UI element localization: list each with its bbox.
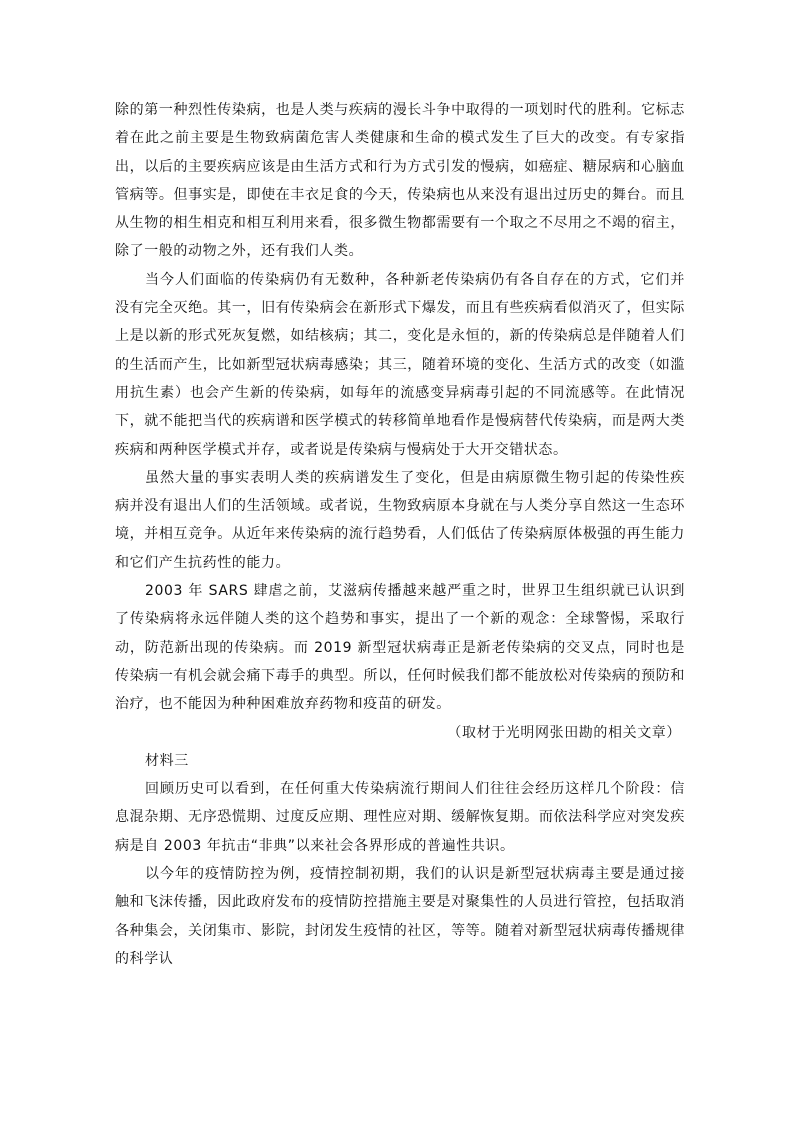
paragraph-history-stages: 回顾历史可以看到，在任何重大传染病流行期间人们往往会经历这样几个阶段：信息混杂期、无序恐慌期、过度反应期、理性应对期、缓解恢复期。而依法科学应对突发疾病是自 2003 年抗击“非典”以来社会各界形成的普遍性共识。 [115,781,685,854]
paragraph-continuation: 除的第一种烈性传染病，也是人类与疾病的漫长斗争中取得的一项划时代的胜利。它标志着在此之前主要是生物致病菌危害人类健康和生命的模式发生了巨大的改变。有专家指出，以后的主要疾病应该是由生活方式和行为方式引发的慢病，如癌症、糖尿病和心脑血管病等。但事实是，即使在丰衣足食的今天，传染病也从来没有退出过历史的舞台。而且从生物的相生相克和相互利用来看，很多微生物都需要有一个取之不尽用之不竭的宿主，除了一般的动物之外，还有我们人类。 [115,102,685,260]
paragraph-sars-2003: 2003 年 SARS 肆虐之前，艾滋病传播越来越严重之时，世界卫生组织就已认识到了传染病将永远伴随人类的这个趋势和事实，提出了一个新的观念：全球警惕，采取行动，防范新出现的传染病。而 2019 新型冠状病毒正是新老传染病的交叉点，同时也是传染病一有机会就会痛下毒手的典型。所以，任何时候我们都不能放松对传染病的预防和治疗，也不能因为种种困难放弃药物和疫苗的研发。 [115,583,685,713]
section-heading: 材料三 [145,752,189,769]
paragraph-disease-spectrum: 虽然大量的事实表明人类的疾病谱发生了变化，但是由病原微生物引起的传染性疾病并没有退出人们的生活领域。或者说，生物致病原本身就在与人类分享自然这一生态环境，并相互竞争。从近年来传染病的流行趋势看，人们低估了传染病原体极强的再生能力和它们产生抗药性的能力。 [115,469,685,571]
document-page [115,96,685,973]
paragraph-epidemic-control: 以今年的疫情防控为例，疫情控制初期，我们的认识是新型冠状病毒主要是通过接触和飞沫传播，因此政府发布的疫情防控措施主要是对聚集性的人员进行管控，包括取消各种集会，关闭集市、影院，封闭发生疫情的社区，等等。随着对新型冠状病毒传播规律的科学认 [115,866,685,967]
paragraph-infectious-diseases: 当今人们面临的传染病仍有无数种，各种新老传染病仍有各自存在的方式，它们并没有完全灭绝。其一，旧有传染病会在新形式下爆发，而且有些疾病看似消灭了，但实际上是以新的形式死灰复燃，如结核病；其二，变化是永恒的，新的传染病总是伴随着人们的生活而产生，比如新型冠状病毒感染；其三，随着环境的变化、生活方式的改变（如滥用抗生素）也会产生新的传染病，如每年的流感变异病毒引起的不同流感等。在此情况下，就不能把当代的疾病谱和医学模式的转移简单地看作是慢病替代传染病，而是两大类疾病和两种医学模式并存，或者说是传染病与慢病处于大开交错状态。 [115,271,685,458]
source-citation: （取材于光明网张田勘的相关文章） [447,724,681,741]
